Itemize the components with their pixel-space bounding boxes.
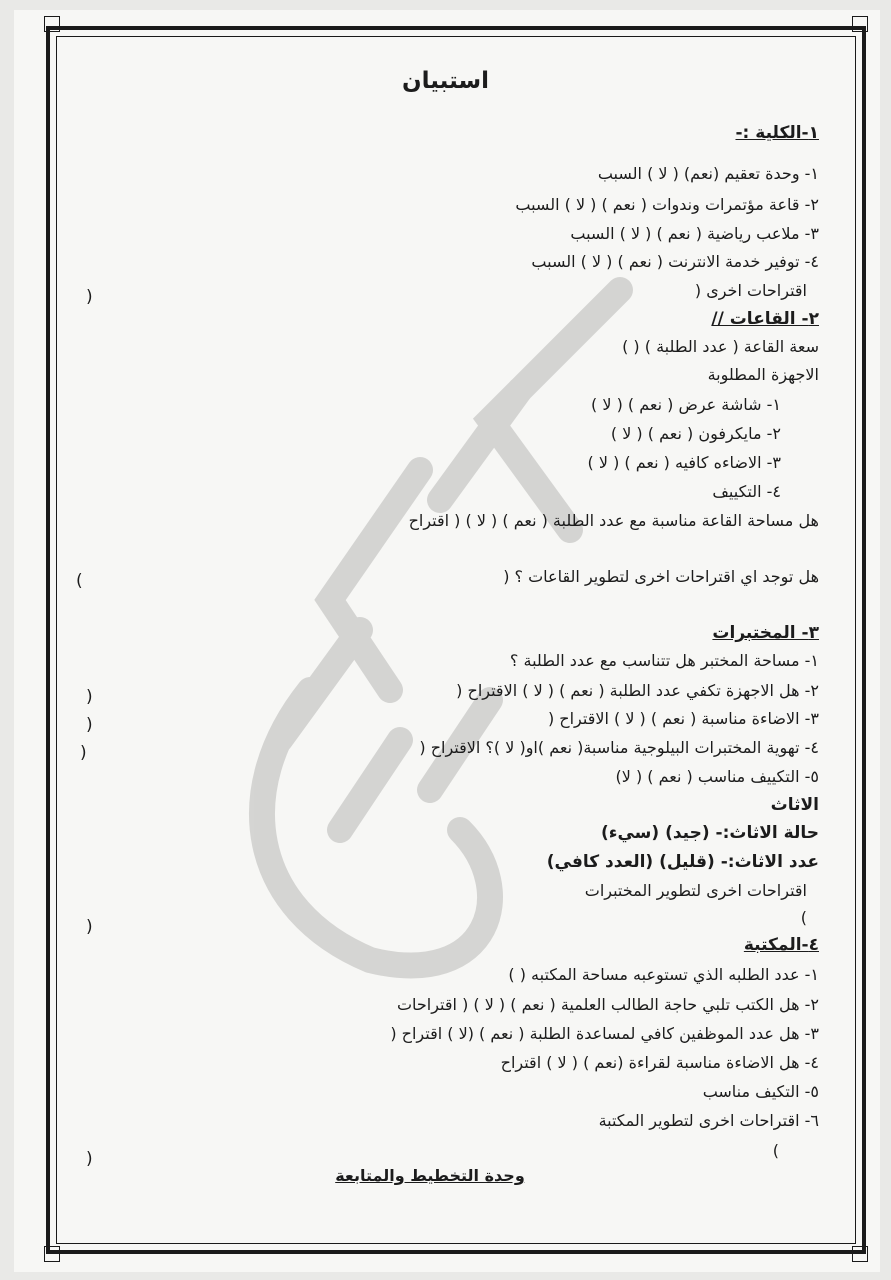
question-line: ٤- هل الاضاءة مناسبة لقراءة (نعم ) ( لا ) اقتراح <box>500 1053 819 1072</box>
question-line: ١- وحدة تعقيم (نعم) ( لا ) السبب <box>597 164 819 183</box>
section-heading: ١-الكلية :- <box>735 123 819 143</box>
border-corner-ornament <box>852 16 868 32</box>
closing-paren: ) <box>86 917 93 937</box>
section-heading: ٣- المختبرات <box>712 623 819 643</box>
closing-paren: ) <box>86 715 93 735</box>
question-line: ١- شاشة عرض ( نعم ) ( لا ) <box>591 395 781 414</box>
question-line: ٣- ملاعب رياضية ( نعم ) ( لا ) السبب <box>570 224 819 243</box>
footer-signature: وحدة التخطيط والمتابعة <box>335 1166 525 1185</box>
closing-paren: ) <box>772 1141 779 1160</box>
closing-paren: ) <box>800 908 807 927</box>
closing-paren: ) <box>86 1149 93 1169</box>
question-line: هل توجد اي اقتراحات اخرى لتطوير القاعات ؟ ( <box>503 567 819 586</box>
question-line: ٣- الاضاءه كافيه ( نعم ) ( لا ) <box>587 453 781 472</box>
question-line: ٤- التكييف <box>712 482 781 501</box>
question-line: اقتراحات اخرى لتطوير المختبرات <box>584 881 807 900</box>
question-line: عدد الاثاث:- (قليل) (العدد كافي) <box>546 852 819 872</box>
question-line: ٢- هل الاجهزة تكفي عدد الطلبة ( نعم ) ( لا ) الاقتراح ( <box>456 681 819 700</box>
section-heading: ٤-المكتبة <box>743 935 819 955</box>
question-line: اقتراحات اخرى ( <box>694 281 807 300</box>
question-line: ٤- تهوية المختبرات البيلوجية مناسبة( نعم )او( لا )؟ الاقتراح ( <box>419 738 819 757</box>
question-line: ٢- مايكرفون ( نعم ) ( لا ) <box>610 424 781 443</box>
question-line: ٥- التكييف مناسب ( نعم ) ( لا) <box>615 767 819 786</box>
border-corner-ornament <box>44 1246 60 1262</box>
closing-paren: ) <box>80 743 87 763</box>
question-line: حالة الاثاث:- (جيد) (سيء) <box>601 823 819 843</box>
question-line: سعة القاعة ( عدد الطلبة ) ( ) <box>622 337 819 356</box>
page-title: استبيان <box>402 68 489 94</box>
question-line: ٢- قاعة مؤتمرات وندوات ( نعم ) ( لا ) السبب <box>515 195 819 214</box>
question-line: ٦- اقتراحات اخرى لتطوير المكتبة <box>598 1111 819 1130</box>
closing-paren: ( <box>76 571 83 591</box>
closing-paren: ) <box>86 287 93 307</box>
section-heading: ٢- القاعات // <box>711 309 819 329</box>
closing-paren: ) <box>86 687 93 707</box>
question-line: ١- مساحة المختبر هل تتناسب مع عدد الطلبة ؟ <box>509 651 819 670</box>
subsection-heading: الاثاث <box>770 795 819 815</box>
border-corner-ornament <box>44 16 60 32</box>
question-line: ٤- توفير خدمة الانترنت ( نعم ) ( لا ) السبب <box>531 252 819 271</box>
question-line: ٣- هل عدد الموظفين كافي لمساعدة الطلبة ( نعم ) (لا ) اقتراح ( <box>390 1024 819 1043</box>
question-line: ٥- التكيف مناسب <box>702 1082 819 1101</box>
border-corner-ornament <box>852 1246 868 1262</box>
question-line: ٣- الاضاءة مناسبة ( نعم ) ( لا ) الاقتراح ( <box>547 709 819 728</box>
question-line: ١- عدد الطلبه الذي تستوعبه مساحة المكتبه ( ) <box>508 965 819 984</box>
question-line: هل مساحة القاعة مناسبة مع عدد الطلبة ( نعم ) ( لا ) ( اقتراح <box>408 511 819 530</box>
question-line: الاجهزة المطلوبة <box>707 365 819 384</box>
question-line: ٢- هل الكتب تلبي حاجة الطالب العلمية ( نعم ) ( لا ) ( اقتراحات <box>396 995 819 1014</box>
